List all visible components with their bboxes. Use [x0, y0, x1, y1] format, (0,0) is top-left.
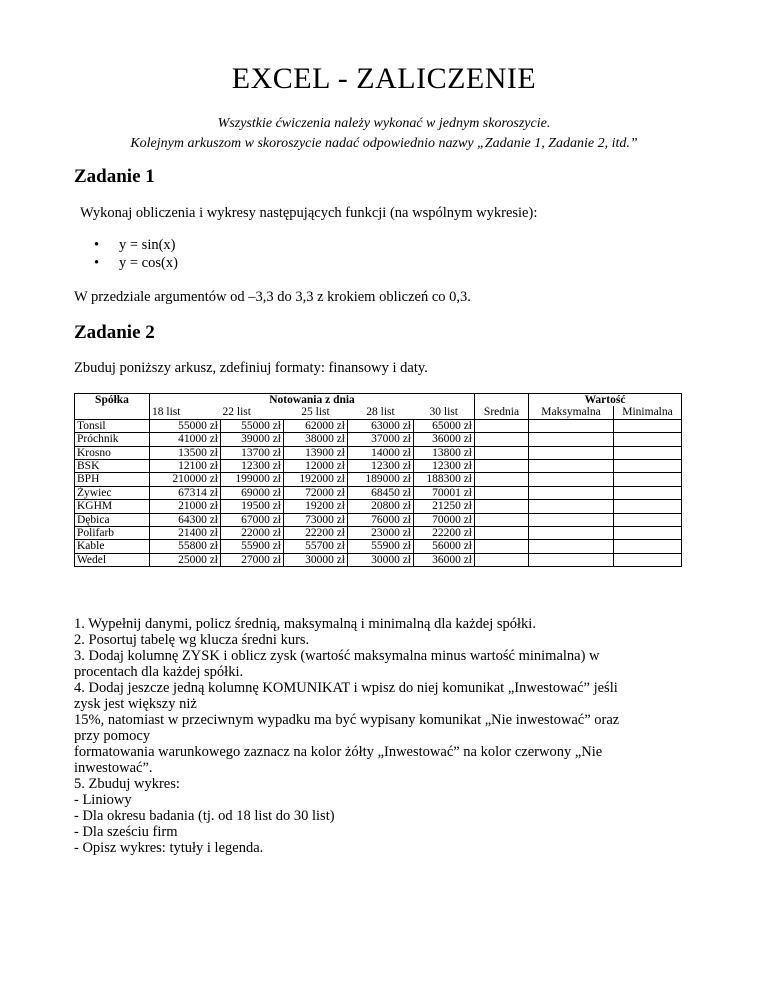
- empty-stat-cell: [529, 486, 614, 499]
- empty-stat-cell: [529, 419, 614, 432]
- empty-stat-cell: [529, 446, 614, 459]
- empty-stat-cell: [614, 513, 682, 526]
- header-wartosc: Wartość: [529, 394, 682, 407]
- price-cell: 55000 zł: [150, 419, 221, 432]
- empty-stat-cell: [529, 540, 614, 553]
- company-name-cell: BPH: [75, 473, 150, 486]
- task-line: 5. Zbuduj wykres:: [74, 776, 180, 792]
- price-cell: 68450 zł: [348, 486, 414, 499]
- price-cell: 20800 zł: [348, 500, 414, 513]
- price-cell: 55900 zł: [348, 540, 414, 553]
- price-cell: 39000 zł: [221, 433, 284, 446]
- empty-stat-cell: [529, 473, 614, 486]
- empty-stat-cell: [614, 433, 682, 446]
- price-cell: 21400 zł: [150, 527, 221, 540]
- table-row: [75, 433, 682, 446]
- table-row: [75, 500, 682, 513]
- table-row: [75, 460, 682, 473]
- table-row: [75, 540, 682, 553]
- price-cell: 12300 zł: [414, 460, 475, 473]
- header-spolka-spacer: [75, 406, 150, 419]
- empty-stat-cell: [614, 460, 682, 473]
- price-cell: 36000 zł: [414, 553, 475, 566]
- price-cell: 69000 zł: [221, 486, 284, 499]
- task-line: 1. Wypełnij danymi, policz średnią, maksymalną i minimalną dla każdej spółki.: [74, 616, 536, 632]
- company-name-cell: Krosno: [75, 446, 150, 459]
- price-cell: 63000 zł: [348, 419, 414, 432]
- header-srednia: Średnia: [475, 406, 529, 419]
- empty-stat-cell: [475, 473, 529, 486]
- empty-stat-cell: [529, 553, 614, 566]
- price-cell: 12000 zł: [284, 460, 348, 473]
- table-row: [75, 473, 682, 486]
- empty-stat-cell: [475, 446, 529, 459]
- price-cell: 55000 zł: [221, 419, 284, 432]
- empty-stat-cell: [475, 500, 529, 513]
- task-line: zysk jest większy niż: [74, 696, 197, 712]
- bullet-text: y = cos(x): [119, 255, 178, 271]
- empty-stat-cell: [614, 446, 682, 459]
- header-date-1: 18 list: [150, 406, 221, 419]
- empty-stat-cell: [614, 527, 682, 540]
- stock-table: [74, 393, 682, 567]
- price-cell: 13700 zł: [221, 446, 284, 459]
- price-cell: 25000 zł: [150, 553, 221, 566]
- empty-stat-cell: [529, 527, 614, 540]
- empty-stat-cell: [614, 540, 682, 553]
- empty-stat-cell: [614, 553, 682, 566]
- empty-stat-cell: [529, 433, 614, 446]
- empty-stat-cell: [475, 513, 529, 526]
- empty-stat-cell: [614, 486, 682, 499]
- company-name-cell: Kable: [75, 540, 150, 553]
- task-line: procentach dla każdej spółki.: [74, 664, 244, 680]
- empty-stat-cell: [475, 419, 529, 432]
- header-empty-cell: [475, 394, 529, 407]
- empty-stat-cell: [475, 553, 529, 566]
- table-row: [75, 446, 682, 459]
- price-cell: 55800 zł: [150, 540, 221, 553]
- task-line: - Dla okresu badania (tj. od 18 list do 30 list): [74, 808, 335, 824]
- task-line: - Opisz wykres: tytuły i legenda.: [74, 840, 264, 856]
- zadanie-1-intro: Wykonaj obliczenia i wykresy następujących funkcji (na wspólnym wykresie):: [80, 205, 538, 221]
- price-cell: 13800 zł: [414, 446, 475, 459]
- price-cell: 56000 zł: [414, 540, 475, 553]
- task-line: 4. Dodaj jeszcze jedną kolumnę KOMUNIKAT i wpisz do niej komunikat „Inwestować” jeśli: [74, 680, 618, 696]
- price-cell: 64300 zł: [150, 513, 221, 526]
- price-cell: 14000 zł: [348, 446, 414, 459]
- price-cell: 41000 zł: [150, 433, 221, 446]
- price-cell: 55900 zł: [221, 540, 284, 553]
- price-cell: 22200 zł: [414, 527, 475, 540]
- header-date-4: 28 list: [348, 406, 414, 419]
- company-name-cell: Próchnik: [75, 433, 150, 446]
- table-header-row-1: [75, 394, 682, 407]
- table-row: [75, 513, 682, 526]
- price-cell: 19200 zł: [284, 500, 348, 513]
- price-cell: 12100 zł: [150, 460, 221, 473]
- header-notowania: Notowania z dnia: [150, 394, 475, 407]
- header-date-5: 30 list: [414, 406, 475, 419]
- bullet-text: y = sin(x): [119, 237, 176, 253]
- task-line: formatowania warunkowego zaznacz na kolor żółty „Inwestować” na kolor czerwony „Nie: [74, 744, 603, 760]
- empty-stat-cell: [614, 419, 682, 432]
- price-cell: 199000 zł: [221, 473, 284, 486]
- price-cell: 12300 zł: [348, 460, 414, 473]
- table-row: [75, 553, 682, 566]
- empty-stat-cell: [475, 540, 529, 553]
- price-cell: 38000 zł: [284, 433, 348, 446]
- company-name-cell: KGHM: [75, 500, 150, 513]
- company-name-cell: Dębica: [75, 513, 150, 526]
- task-line: 2. Posortuj tabelę wg klucza średni kurs.: [74, 632, 310, 648]
- price-cell: 30000 zł: [284, 553, 348, 566]
- empty-stat-cell: [475, 433, 529, 446]
- price-cell: 70001 zł: [414, 486, 475, 499]
- task-line: 15%, natomiast w przeciwnym wypadku ma być wypisany komunikat „Nie inwestować” oraz: [74, 712, 620, 728]
- subtitle: [0, 114, 768, 154]
- task-line: 3. Dodaj kolumnę ZYSK i oblicz zysk (wartość maksymalna minus wartość minimalna) w: [74, 648, 600, 664]
- company-name-cell: Polifarb: [75, 527, 150, 540]
- zadanie-2-intro: Zbuduj poniższy arkusz, zdefiniuj formaty: finansowy i daty.: [74, 360, 428, 376]
- price-cell: 189000 zł: [348, 473, 414, 486]
- price-cell: 22200 zł: [284, 527, 348, 540]
- price-cell: 21250 zł: [414, 500, 475, 513]
- header-date-3: 25 list: [284, 406, 348, 419]
- price-cell: 65000 zł: [414, 419, 475, 432]
- price-cell: 72000 zł: [284, 486, 348, 499]
- price-cell: 22000 zł: [221, 527, 284, 540]
- task-line: - Liniowy: [74, 792, 132, 808]
- header-minimalna: Minimalna: [614, 406, 682, 419]
- company-name-cell: Tonsil: [75, 419, 150, 432]
- price-cell: 23000 zł: [348, 527, 414, 540]
- zadanie-1-range: W przedziale argumentów od –3,3 do 3,3 z krokiem obliczeń co 0,3.: [74, 289, 471, 305]
- bullet-icon: •: [94, 255, 100, 271]
- empty-stat-cell: [475, 527, 529, 540]
- empty-stat-cell: [614, 500, 682, 513]
- price-cell: 73000 zł: [284, 513, 348, 526]
- price-cell: 210000 zł: [150, 473, 221, 486]
- company-name-cell: Żywiec: [75, 486, 150, 499]
- empty-stat-cell: [529, 513, 614, 526]
- task-line: inwestować”.: [74, 760, 153, 776]
- price-cell: 62000 zł: [284, 419, 348, 432]
- price-cell: 55700 zł: [284, 540, 348, 553]
- price-cell: 70000 zł: [414, 513, 475, 526]
- price-cell: 19500 zł: [221, 500, 284, 513]
- price-cell: 67000 zł: [221, 513, 284, 526]
- subtitle-line-2: Kolejnym arkuszom w skoroszycie nadać odpowiednio nazwy „Zadanie 1, Zadanie 2, itd.”: [130, 136, 638, 151]
- price-cell: 13900 zł: [284, 446, 348, 459]
- price-cell: 76000 zł: [348, 513, 414, 526]
- price-cell: 67314 zł: [150, 486, 221, 499]
- price-cell: 192000 zł: [284, 473, 348, 486]
- empty-stat-cell: [529, 460, 614, 473]
- page-title: EXCEL - ZALICZENIE: [231, 62, 537, 95]
- task-line: - Dla sześciu firm: [74, 824, 178, 840]
- task-line: przy pomocy: [74, 728, 151, 744]
- zadanie-1-heading: Zadanie 1: [74, 166, 155, 187]
- bullet-icon: •: [94, 237, 100, 253]
- price-cell: 30000 zł: [348, 553, 414, 566]
- empty-stat-cell: [475, 460, 529, 473]
- company-name-cell: BSK: [75, 460, 150, 473]
- price-cell: 27000 zł: [221, 553, 284, 566]
- price-cell: 13500 zł: [150, 446, 221, 459]
- table-row: [75, 527, 682, 540]
- header-date-2: 22 list: [221, 406, 284, 419]
- price-cell: 188300 zł: [414, 473, 475, 486]
- empty-stat-cell: [529, 500, 614, 513]
- header-maksymalna: Maksymalna: [529, 406, 614, 419]
- price-cell: 12300 zł: [221, 460, 284, 473]
- price-cell: 36000 zł: [414, 433, 475, 446]
- price-cell: 21000 zł: [150, 500, 221, 513]
- header-spolka: Spółka: [75, 394, 150, 407]
- empty-stat-cell: [614, 473, 682, 486]
- zadanie-2-heading: Zadanie 2: [74, 322, 155, 343]
- table-row: [75, 419, 682, 432]
- price-cell: 37000 zł: [348, 433, 414, 446]
- table-header-row-2: [75, 406, 682, 419]
- company-name-cell: Wedel: [75, 553, 150, 566]
- subtitle-line-1: Wszystkie ćwiczenia należy wykonać w jednym skoroszycie.: [217, 116, 551, 131]
- empty-stat-cell: [475, 486, 529, 499]
- task-list: [74, 616, 698, 856]
- table-row: [75, 486, 682, 499]
